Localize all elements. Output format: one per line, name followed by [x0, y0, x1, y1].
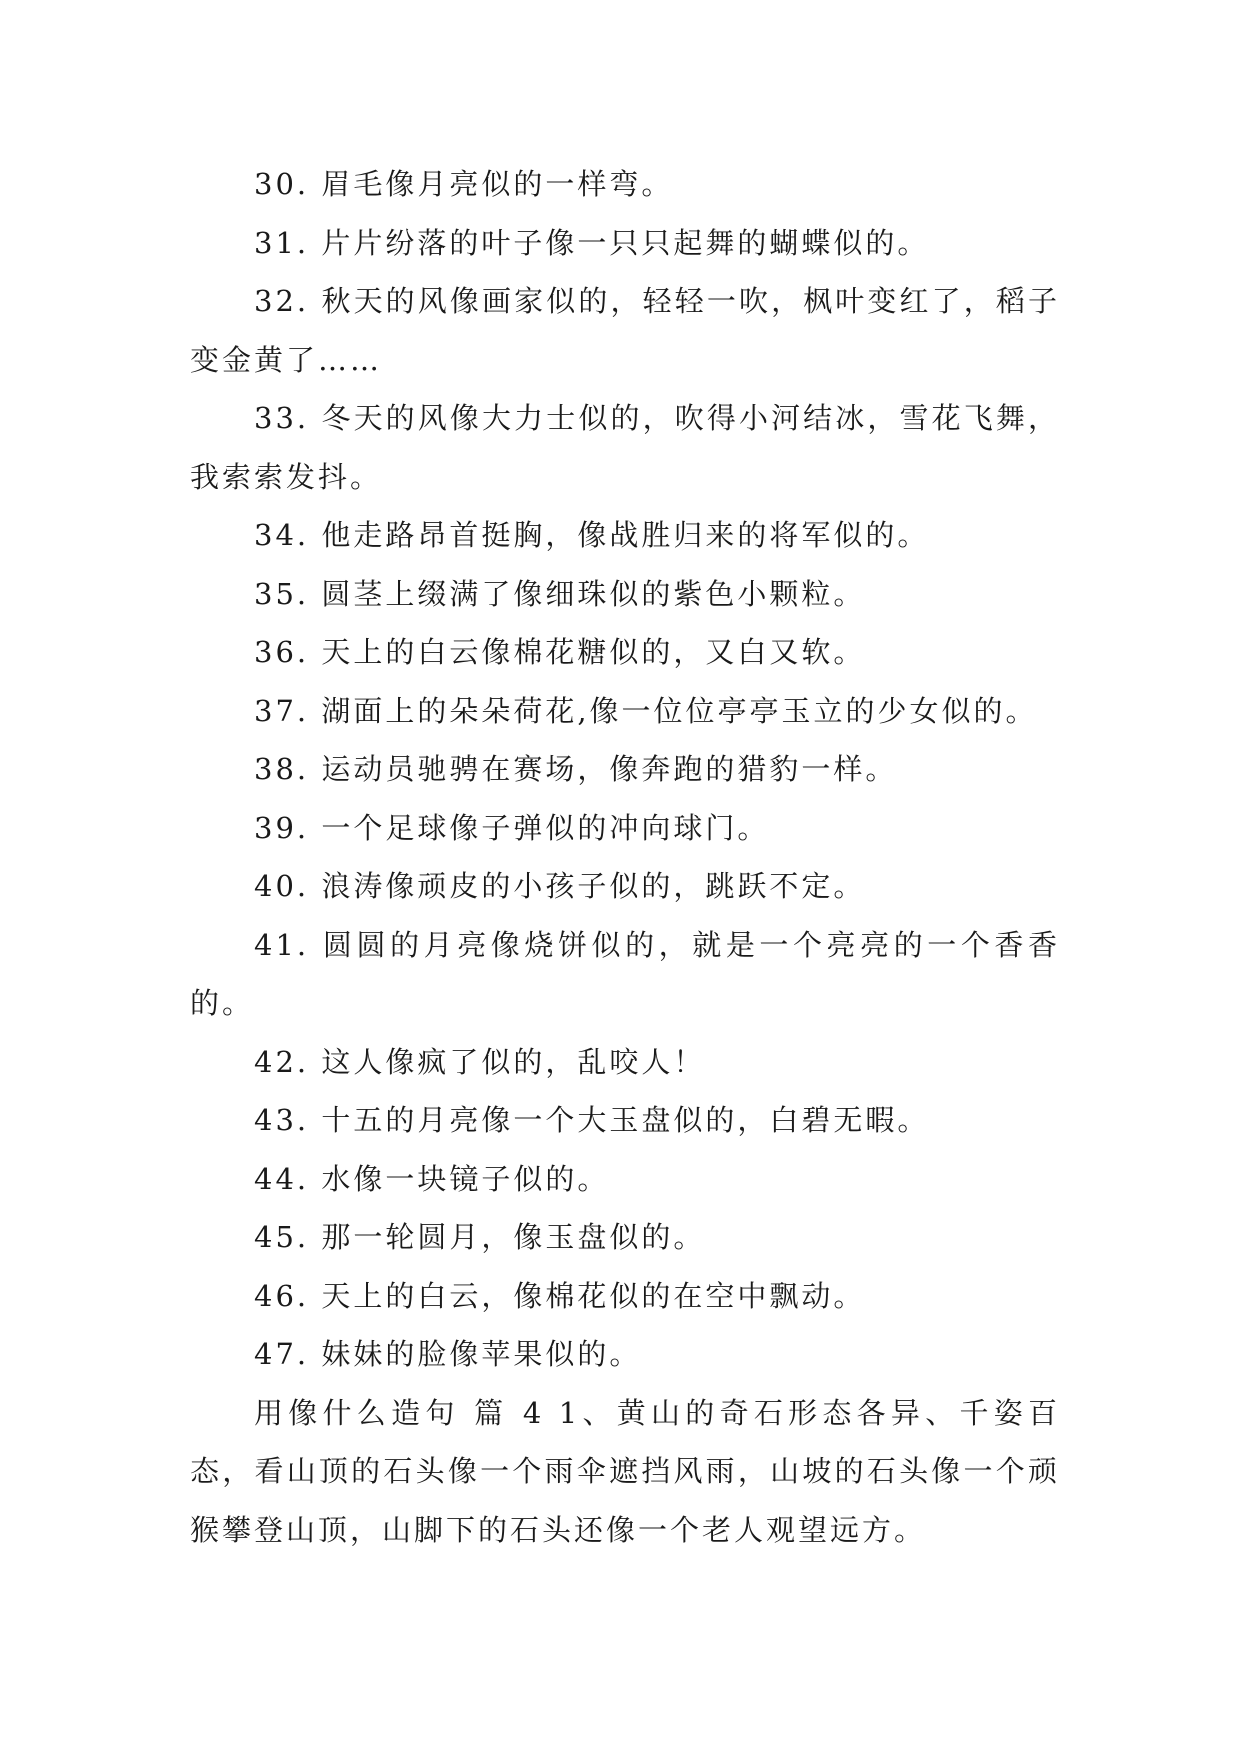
paragraph-32: 32. 秋天的风像画家似的，轻轻一吹，枫叶变红了，稻子变金黄了……: [190, 284, 1060, 377]
paragraph-46: 46. 天上的白云，像棉花似的在空中飘动。: [254, 1278, 866, 1313]
paragraph-38: 38. 运动员驰骋在赛场，像奔跑的猎豹一样。: [254, 752, 898, 786]
paragraph-39: 39. 一个足球像子弹似的冲向球门。: [254, 810, 770, 845]
paragraph-34: 34. 他走路昂首挺胸，像战胜归来的将军似的。: [254, 518, 930, 552]
paragraph-36: 36. 天上的白云像棉花糖似的，又白又软。: [254, 635, 866, 669]
paragraph-47: 47. 妹妹的脸像苹果似的。: [254, 1337, 642, 1371]
paragraph-42: 42. 这人像疯了似的，乱咬人！: [254, 1044, 706, 1079]
paragraph-44: 44. 水像一块镜子似的。: [254, 1161, 610, 1196]
paragraph-43: 43. 十五的月亮像一个大玉盘似的，白碧无暇。: [254, 1103, 930, 1137]
paragraph-30: 30. 眉毛像月亮似的一样弯。: [254, 167, 674, 201]
paragraph-40: 40. 浪涛像顽皮的小孩子似的，跳跃不定。: [254, 869, 866, 903]
paragraph-35: 35. 圆茎上缀满了像细珠似的紫色小颗粒。: [254, 576, 866, 611]
document-body: [190, 155, 1060, 1559]
paragraph-31: 31. 片片纷落的叶子像一只只起舞的蝴蝶似的。: [254, 225, 930, 260]
paragraph-33: 33. 冬天的风像大力士似的，吹得小河结冰，雪花飞舞，我索索发抖。: [190, 401, 1060, 494]
paragraph-45: 45. 那一轮圆月，像玉盘似的。: [254, 1220, 706, 1254]
paragraph-41: 41. 圆圆的月亮像烧饼似的，就是一个亮亮的一个香香的。: [190, 927, 1060, 1020]
paragraph-section-4: 用像什么造句 篇 4 1、黄山的奇石形态各异、千姿百态，看山顶的石头像一个雨伞遮挡风雨，山坡的石头像一个顽猴攀登山顶，山脚下的石头还像一个老人观望远方。: [190, 1395, 1060, 1547]
paragraph-37: 37. 湖面上的朵朵荷花,像一位位亭亭玉立的少女似的。: [254, 693, 1038, 728]
